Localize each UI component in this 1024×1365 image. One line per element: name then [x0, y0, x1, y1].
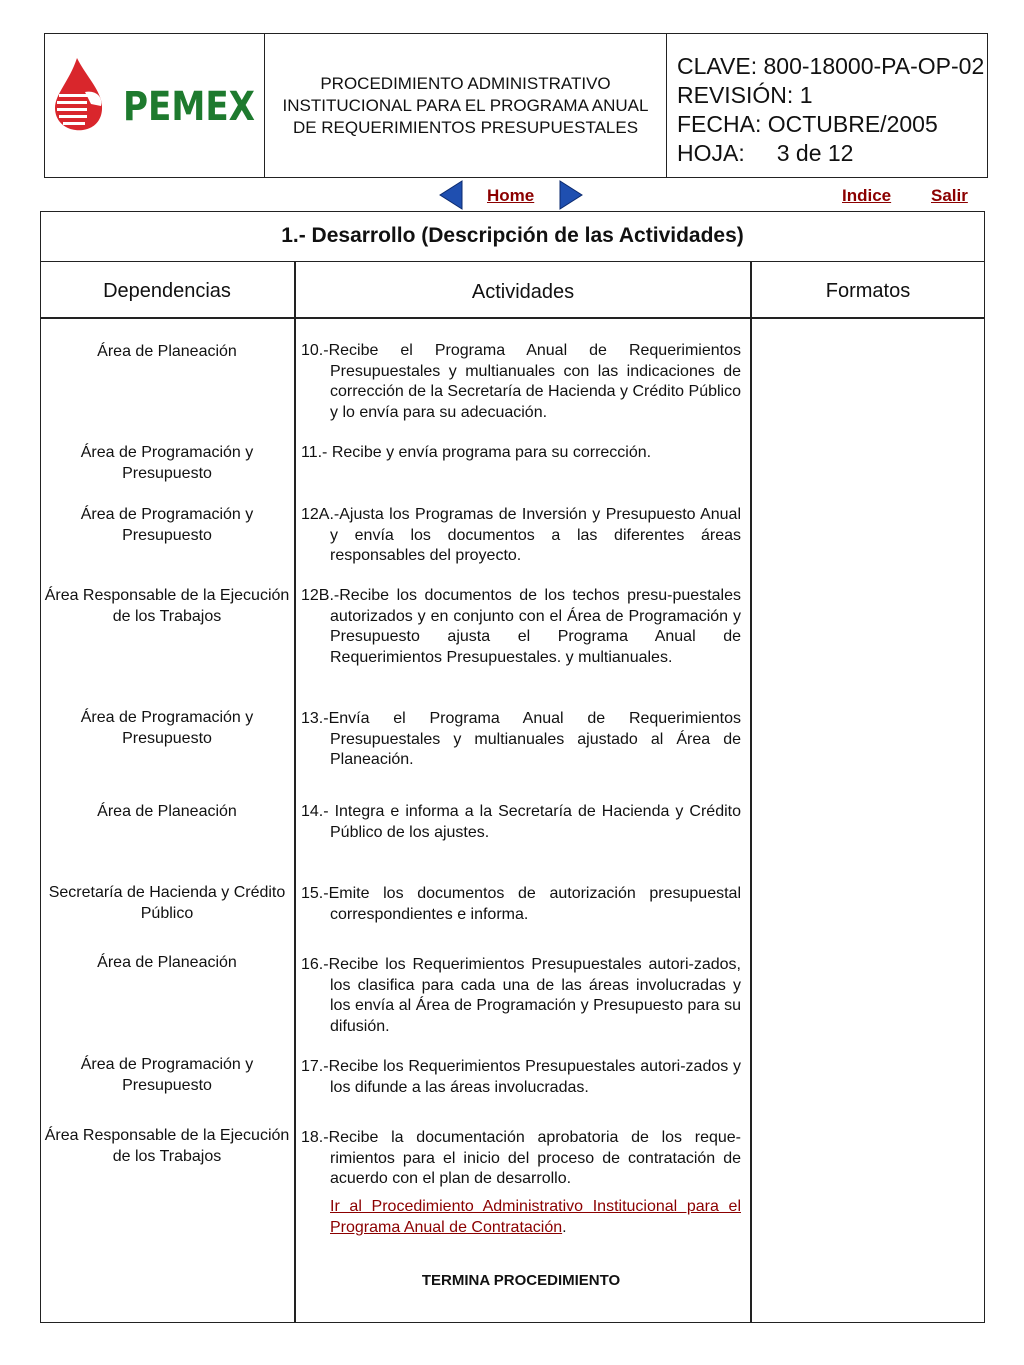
dependencia-cell: Área de Programación y Presupuesto [80, 444, 254, 482]
actividad-cell: 15.-Emite los documentos de autorización presupuestal correspondientes e informa. [301, 885, 741, 923]
salir-link[interactable]: Salir [931, 186, 968, 205]
dependencia-cell: Área Responsable de la Ejecución de los Trabajos [44, 1127, 290, 1165]
column-divider [750, 262, 752, 1323]
hoja-value: 3 de 12 [776, 140, 854, 166]
procedure-link-block [330, 1196, 741, 1238]
header-divider [40, 317, 985, 319]
dependencia-cell: Área de Programación y Presupuesto [80, 1056, 254, 1094]
indice-link[interactable]: Indice [842, 186, 892, 205]
actividades-header: Actividades [471, 281, 575, 303]
hoja-field [677, 139, 987, 168]
logo-wordmark: PEMEX [123, 84, 256, 130]
hoja-label: HOJA: [677, 140, 745, 166]
dependencia-cell: Área Responsable de la Ejecución de los Trabajos [44, 587, 290, 625]
procedure-title: PROCEDIMIENTO ADMINISTRATIVO INSTITUCIONAL PARA EL PROGRAMA ANUAL DE REQUERIMIENTOS PRESUPUESTALES [265, 34, 667, 177]
actividad-cell: 11.- Recibe y envía programa para su corrección. [301, 444, 652, 461]
actividad-cell: 12B.-Recibe los documentos de los techos presu-puestales autorizados y en conjunto con el Área de Programación y Presupuesto ajusta el Programa Anual de Requerimientos Presupuestales. y multianuales. [301, 587, 741, 666]
actividad-cell: 18.-Recibe la documentación aprobatoria de los reque-rimientos para el inicio del proceso de contratación de acuerdo con el plan de desarrollo. [301, 1129, 741, 1187]
revision-field: REVISIÓN: 1 [677, 82, 813, 108]
document-header [44, 33, 988, 178]
document-meta [667, 34, 987, 177]
contratacion-procedure-link[interactable]: Ir al Procedimiento Administrativo Institucional para el Programa Anual de Contratación [330, 1198, 741, 1236]
actividad-cell: 17.-Recibe los Requerimientos Presupuestales autori-zados y los difunde a las áreas involucradas. [301, 1058, 741, 1096]
pemex-logo [45, 34, 265, 177]
termina-procedimiento: TERMINA PROCEDIMIENTO [421, 1272, 621, 1289]
dependencia-cell: Área de Planeación [97, 803, 237, 820]
fecha-field: FECHA: OCTUBRE/2005 [677, 111, 938, 137]
column-divider [294, 262, 296, 1323]
dependencia-cell: Área de Planeación [97, 343, 237, 360]
section-title: 1.- Desarrollo (Descripción de las Actividades) [40, 211, 985, 262]
dependencia-cell: Área de Planeación [97, 954, 237, 971]
dependencia-cell: Secretaría de Hacienda y Crédito Público [48, 884, 286, 922]
dependencias-header: Dependencias [103, 280, 231, 302]
link-suffix: . [562, 1219, 567, 1236]
actividad-cell: 12A.-Ajusta los Programas de Inversión y Presupuesto Anual y envía los documentos a las diferentes áreas responsables del proyecto. [301, 506, 741, 564]
actividad-cell: 13.-Envía el Programa Anual de Requerimientos Presupuestales y multianuales ajustado al Área de Planeación. [301, 710, 741, 768]
pemex-logo-icon [45, 34, 264, 177]
next-arrow-icon[interactable] [558, 180, 584, 210]
actividad-cell: 10.-Recibe el Programa Anual de Requerimientos Presupuestales y multianuales con las indicaciones de corrección de la Secretaría de Hacienda y Crédito Público y lo envía para su adecuación. [301, 342, 741, 421]
clave-field: CLAVE: 800-18000-PA-OP-02 [677, 53, 985, 79]
dependencia-cell: Área de Programación y Presupuesto [80, 709, 254, 747]
actividad-cell: 16.-Recibe los Requerimientos Presupuestales autori-zados, los clasifica para cada una de las áreas involucradas y los envía al Área de Programación y Presupuesto para su difusión. [301, 956, 741, 1035]
previous-arrow-icon[interactable] [438, 180, 464, 210]
dependencia-cell: Área de Programación y Presupuesto [80, 506, 254, 544]
actividad-cell: 14.- Integra e informa a la Secretaría de Hacienda y Crédito Público de los ajustes. [301, 803, 741, 841]
home-link[interactable]: Home [487, 186, 535, 205]
formatos-header: Formatos [825, 280, 911, 302]
